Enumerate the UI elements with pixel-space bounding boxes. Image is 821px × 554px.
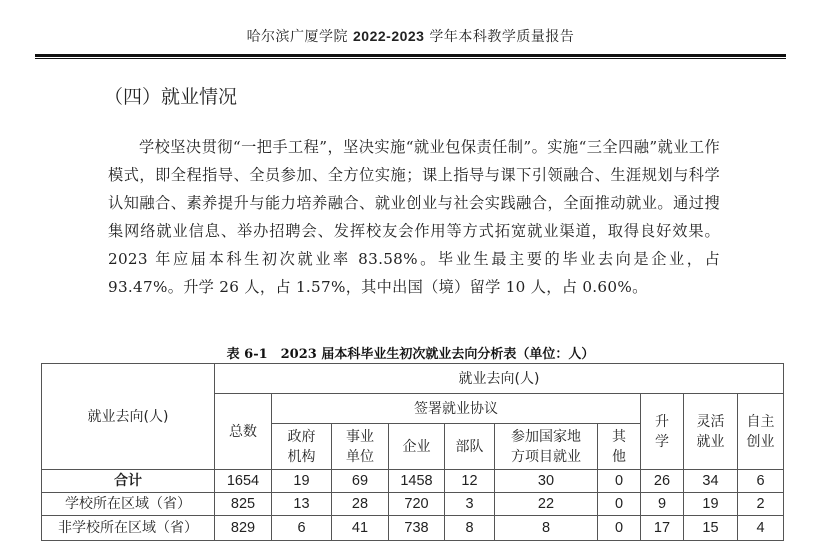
- table-row: [42, 470, 784, 493]
- flexible-employment-header: 灵活 就业: [684, 394, 738, 470]
- cell-self: 4: [738, 516, 784, 541]
- body-paragraph: 学校坚决贯彻“一把手工程”，坚决实施“就业包保责任制”。实施“三全四融”就业工作模式，即全程指导、全员参加、全方位实施；课上指导与课下引领融合、生涯规划与科学认知融合、素养提升与能力培养融合、就业创业与社会实践融合，全面推动就业。通过搜集网络就业信息、举办招聘会、发挥校友会作用等方式拓宽就业渠道，取得良好效果。2023 年应届本科生初次就业率 83.58%。毕业生最主要的毕业去向是企业，占 93.47%。升学 26 人，占 1.57%，其中出国（境）留学 10 人，占 0.60%。: [108, 138, 720, 296]
- header-row-1: [42, 364, 784, 394]
- row-label: 合计: [42, 470, 215, 493]
- header-school: 哈尔滨广厦学院: [246, 29, 349, 45]
- header-rule-thin: [35, 58, 786, 59]
- institution-header: 事业 单位: [332, 424, 389, 470]
- cell-gov: 19: [272, 470, 332, 493]
- gov-header: 政府 机构: [272, 424, 332, 470]
- table-row: [42, 516, 784, 541]
- row-label: 非学校所在区域（省）: [42, 516, 215, 541]
- header-report-name: 学年本科教学质量报告: [429, 29, 575, 45]
- cell-flex: 19: [684, 493, 738, 516]
- cell-enterprise: 720: [389, 493, 445, 516]
- group-header-cell: 就业去向(人): [215, 364, 784, 394]
- cell-inst: 28: [332, 493, 389, 516]
- local-project-header: 参加国家地 方项目就业: [495, 424, 598, 470]
- cell-enterprise: 1458: [389, 470, 445, 493]
- cell-flex: 34: [684, 470, 738, 493]
- cell-inst: 69: [332, 470, 389, 493]
- cell-self: 6: [738, 470, 784, 493]
- cell-further: 17: [641, 516, 684, 541]
- cell-inst: 41: [332, 516, 389, 541]
- page-header: [0, 26, 821, 46]
- cell-army: 12: [445, 470, 495, 493]
- cell-further: 9: [641, 493, 684, 516]
- army-header: 部队: [445, 424, 495, 470]
- total-header: 总数: [215, 394, 272, 470]
- cell-army: 8: [445, 516, 495, 541]
- cell-enterprise: 738: [389, 516, 445, 541]
- table-caption: 表 6-1 2023 届本科毕业生初次就业去向分析表（单位：人）: [226, 347, 595, 362]
- cell-other: 0: [598, 470, 641, 493]
- section-title: （四）就业情况: [104, 86, 238, 108]
- cell-local: 8: [495, 516, 598, 541]
- enterprise-header: 企业: [389, 424, 445, 470]
- other-header: 其 他: [598, 424, 641, 470]
- cell-self: 2: [738, 493, 784, 516]
- cell-gov: 13: [272, 493, 332, 516]
- signed-group-header: 签署就业协议: [272, 394, 641, 424]
- row-label: 学校所在区域（省）: [42, 493, 215, 516]
- cell-total: 1654: [215, 470, 272, 493]
- cell-army: 3: [445, 493, 495, 516]
- cell-other: 0: [598, 493, 641, 516]
- cell-further: 26: [641, 470, 684, 493]
- employment-table: [41, 363, 784, 541]
- cell-other: 0: [598, 516, 641, 541]
- table-row: [42, 493, 784, 516]
- cell-gov: 6: [272, 516, 332, 541]
- self-employment-header: 自主 创业: [738, 394, 784, 470]
- further-study-header: 升 学: [641, 394, 684, 470]
- row-header-cell: 就业去向(人): [42, 364, 215, 470]
- cell-total: 825: [215, 493, 272, 516]
- cell-local: 30: [495, 470, 598, 493]
- cell-total: 829: [215, 516, 272, 541]
- cell-local: 22: [495, 493, 598, 516]
- cell-flex: 15: [684, 516, 738, 541]
- header-rule-thick: [35, 54, 786, 57]
- header-year-range: 2022-2023: [353, 28, 425, 44]
